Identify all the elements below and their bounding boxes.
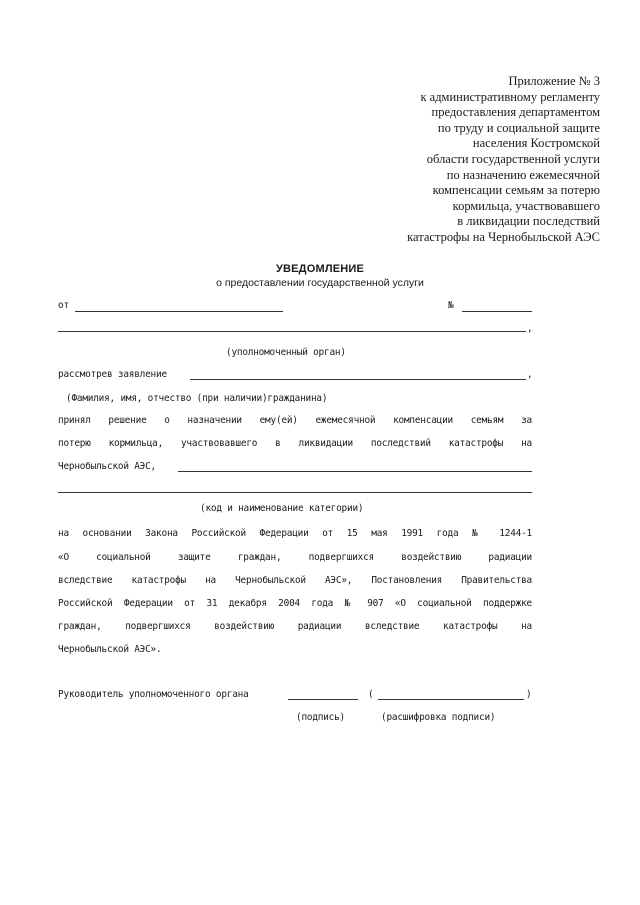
signature-field-line[interactable]: [288, 699, 358, 700]
annex-line: по труду и социальной защите: [437, 120, 600, 135]
applicant-field-line[interactable]: [190, 379, 526, 380]
annex-line: компенсации семьям за потерю: [432, 183, 600, 198]
basis-line: граждан, подвергшихся воздействию радиации вследствие катастрофы на: [58, 621, 532, 632]
from-label: от: [58, 300, 69, 311]
annex-line: населения Костромской: [472, 136, 600, 151]
annex-header: [340, 74, 600, 246]
number-label: №: [448, 300, 454, 311]
basis-line: «О социальной защите граждан, подвергшихся воздействию радиации: [58, 552, 532, 563]
annex-line: в ликвидации последствий: [457, 214, 600, 229]
category-field-line-2[interactable]: [58, 492, 532, 493]
paren-open: (: [368, 689, 374, 700]
reviewed-label: рассмотрев заявление: [58, 369, 167, 380]
head-label: Руководитель уполномоченного органа: [58, 689, 249, 700]
annex-line: кормильца, участвовавшего: [452, 198, 600, 213]
annex-line: по назначению ежемесячной: [446, 167, 600, 182]
decoding-caption: (расшифровка подписи): [381, 712, 496, 723]
decision-line: потерю кормильца, участвовавшего в ликвидации последствий катастрофы на: [58, 438, 532, 449]
basis-line: на основании Закона Российской Федерации от 15 мая 1991 года № 1244-1: [58, 528, 532, 539]
category-caption: (код и наименование категории): [200, 503, 364, 514]
annex-line: к административному регламенту: [420, 89, 600, 104]
signature-caption: (подпись): [296, 712, 345, 723]
category-field-line[interactable]: [178, 471, 532, 472]
document-title: УВЕДОМЛЕНИЕ: [275, 263, 365, 275]
decoding-field-line[interactable]: [378, 699, 524, 700]
annex-line: предоставления департаментом: [431, 105, 600, 120]
document-subtitle: о предоставлении государственной услуги: [216, 277, 424, 289]
decision-line: принял решение о назначении ему(ей) ежемесячной компенсации семьям за: [58, 415, 532, 426]
basis-line: Чернобыльской АЭС».: [58, 644, 162, 655]
authority-comma: ,: [527, 323, 533, 334]
applicant-comma: ,: [527, 369, 533, 380]
annex-line: области государственной услуги: [426, 151, 600, 166]
authority-field-line[interactable]: [58, 331, 526, 332]
paren-close: ): [526, 689, 532, 700]
number-field-line[interactable]: [462, 311, 532, 312]
decision-line: Чернобыльской АЭС,: [58, 461, 156, 472]
authority-caption: (уполномоченный орган): [226, 347, 346, 358]
annex-line: Приложение № 3: [508, 74, 600, 88]
annex-line: катастрофы на Чернобыльской АЭС: [407, 229, 600, 244]
basis-line: Российской Федерации от 31 декабря 2004 года № 907 «О социальной поддержке: [58, 598, 532, 609]
basis-line: вследствие катастрофы на Чернобыльской АЭС», Постановления Правительства: [58, 575, 532, 586]
from-field-line[interactable]: [75, 311, 283, 312]
citizen-caption: (Фамилия, имя, отчество (при наличии)гражданина): [66, 393, 328, 404]
